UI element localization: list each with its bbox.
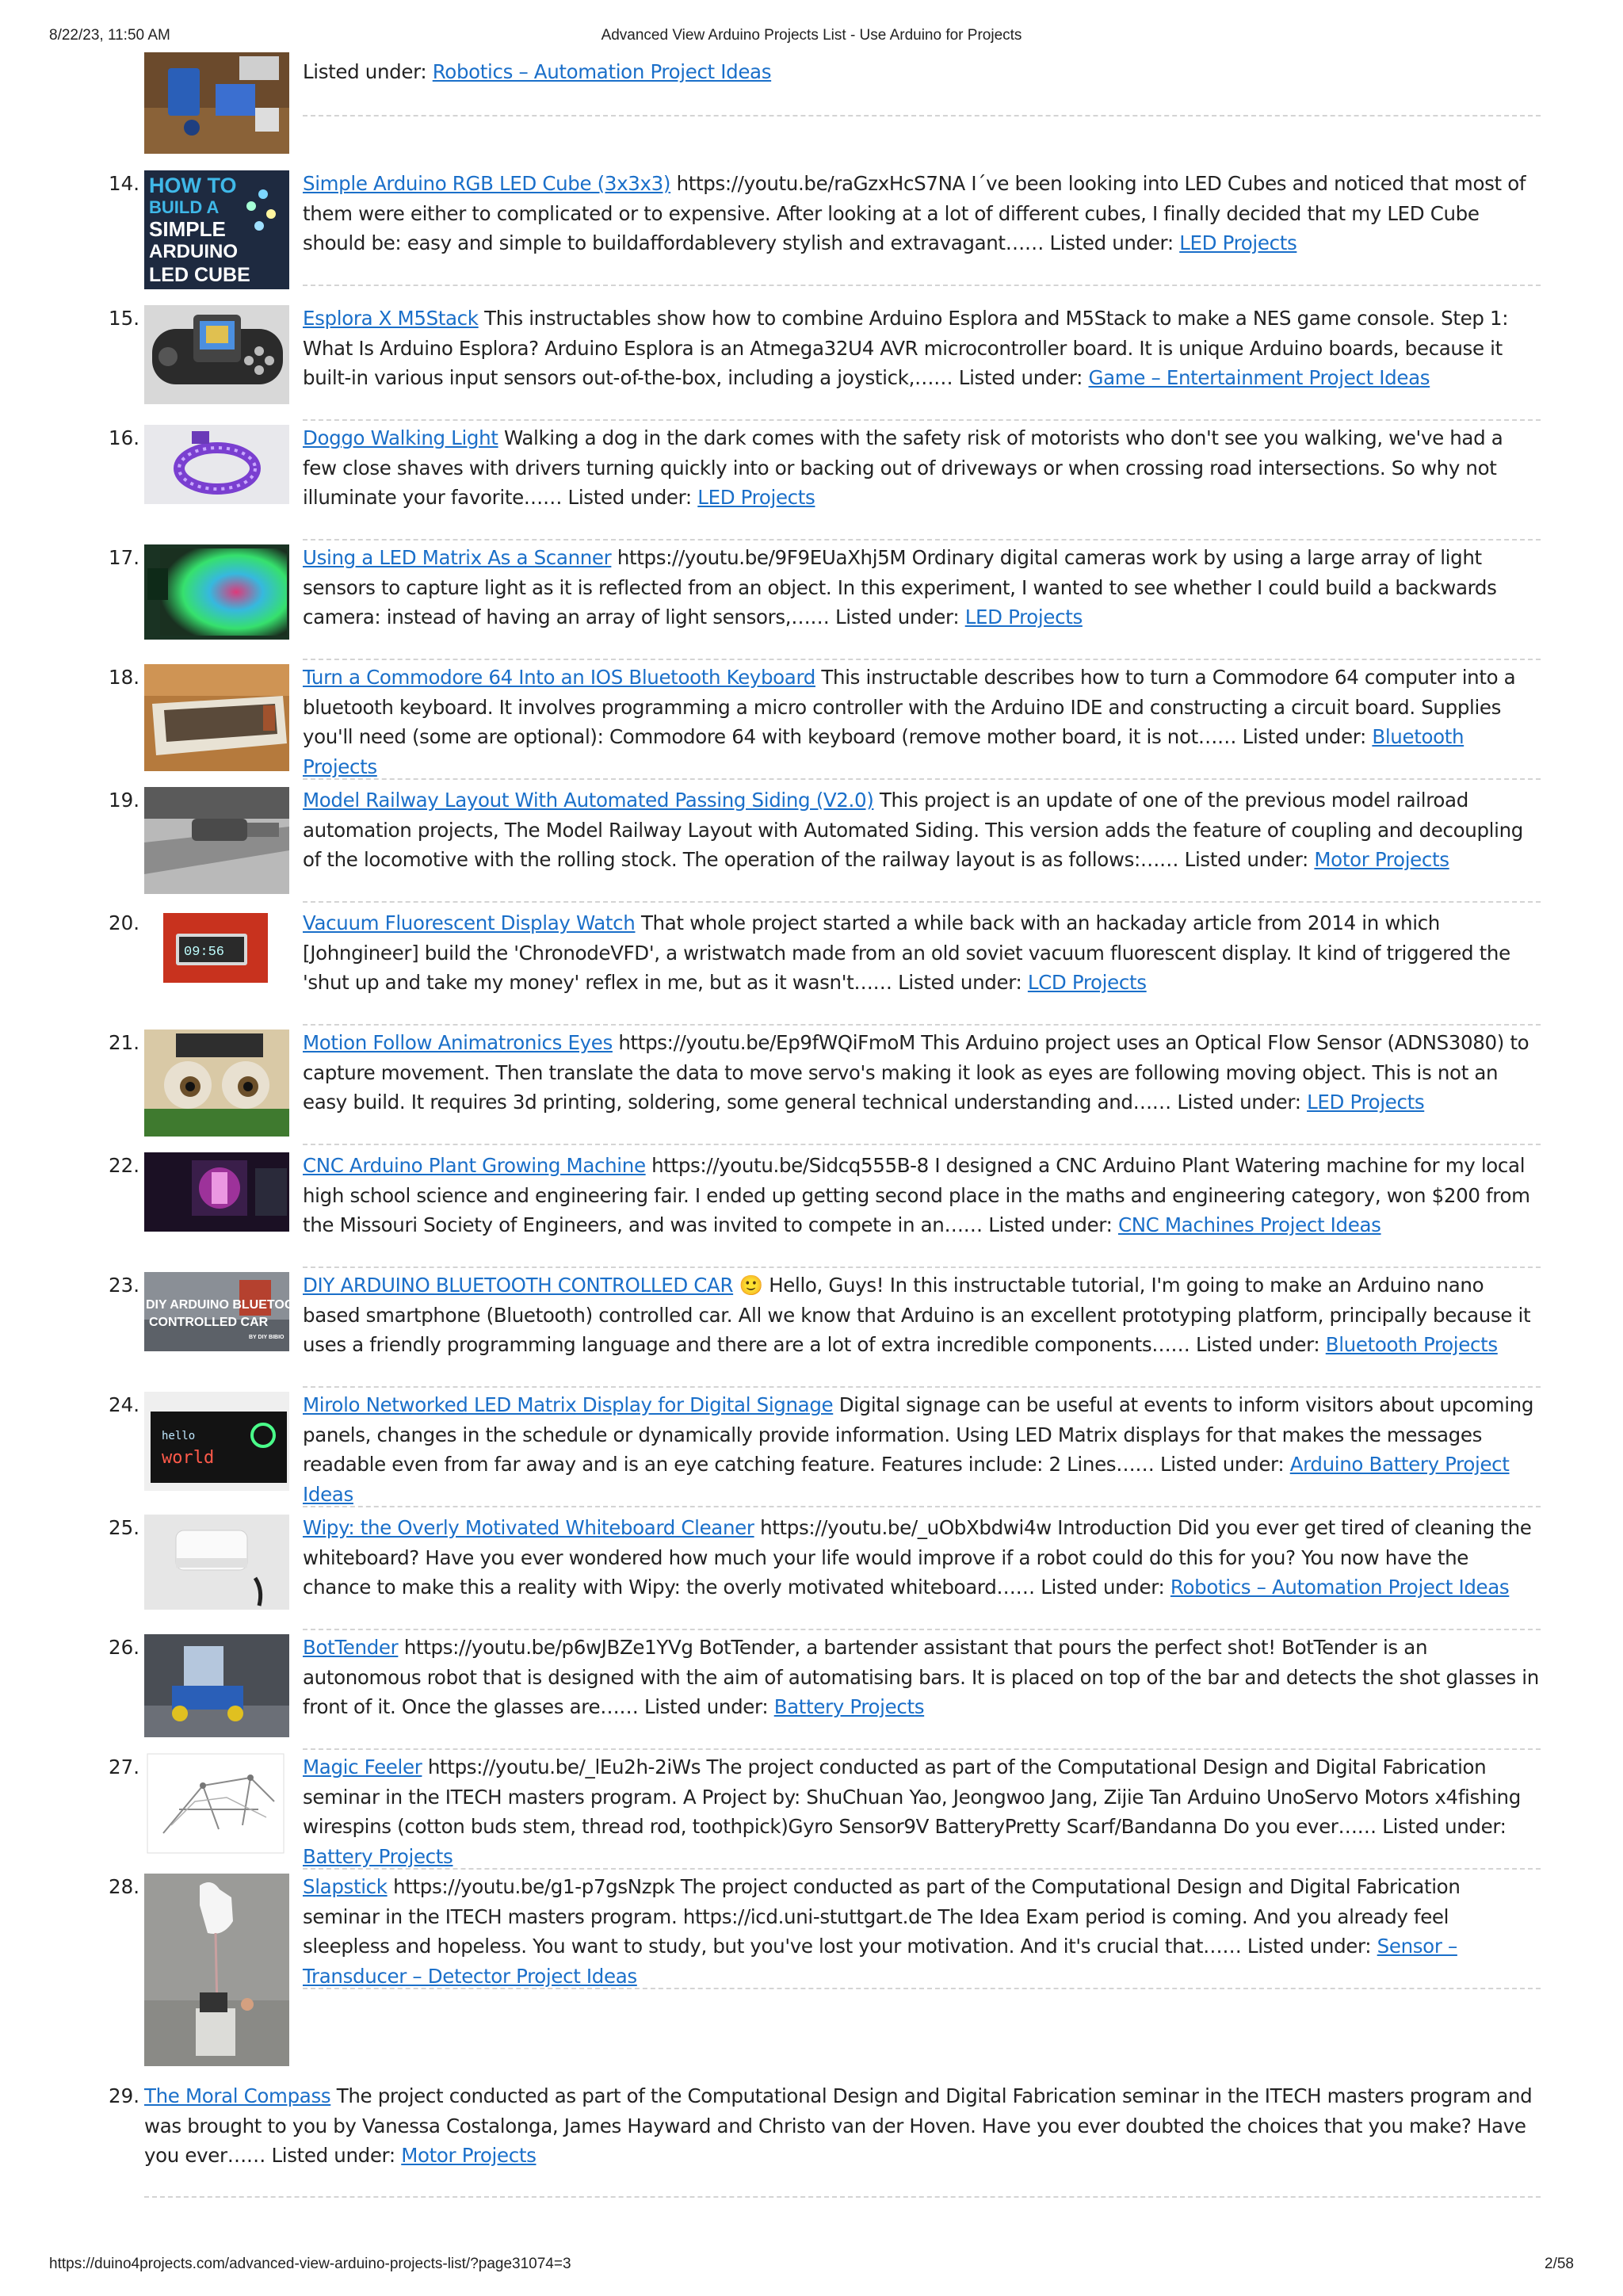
category-link[interactable]: Battery Projects [773,1695,925,1718]
project-text [303,1752,1541,1871]
category-link[interactable]: Robotics – Automation Project Ideas [432,60,772,83]
thumb-caption: DIY ARDUINO BLUETOOTH [146,1298,311,1312]
project-title-link[interactable]: Simple Arduino RGB LED Cube (3x3x3) [303,172,671,195]
category-link[interactable]: Battery Projects [303,1844,453,1868]
project-title-link[interactable]: BotTender [303,1636,399,1659]
project-description: This instructable describes how to turn a Commodore 64 computer into a bluetooth keyboard. It involves programming a micro controller with the Arduino IDE and constructing a circuit board. Supplies you'll need (some are optional): Commodore 64 with keyboard (remove mother board, it is not…… [303,666,1516,748]
project-text [303,1028,1541,1117]
thumb-caption: world [162,1448,215,1468]
project-description: The project conducted as part of the Computational Design and Digital Fabrication seminar in the ITECH masters program and was brought to you by Vanessa Costalonga, James Hayward and Christo van der Hoven. Have you ever doubted the choices that you make? Have you ever…… [144,2084,1533,2167]
listed-under-label: Listed under: [898,971,1022,994]
project-text [303,1151,1541,1240]
project-thumbnail[interactable] [144,664,289,779]
project-thumbnail[interactable] [144,1392,289,1507]
category-link[interactable]: Arduino Battery Project Ideas [303,1453,1510,1506]
project-title-link[interactable]: Slapstick [303,1875,388,1898]
category-link[interactable]: LED Projects [964,606,1083,628]
project-text [303,908,1541,998]
listed-under-label: Listed under: [643,1695,769,1718]
category-link[interactable]: LED Projects [1179,231,1297,254]
project-text [303,1270,1541,1360]
print-header [49,27,1574,51]
listed-under-label: Listed under: [988,1213,1113,1236]
thumb-caption: BY DIY BIBIO [249,1335,285,1340]
project-description: https://youtu.be/_lEu2h-2iWs The project conducted as part of the Computational Design and Digital Fabrication seminar in the ITECH masters program. A Project by: ShuChuan Yao, Jeongwoo Jang, Zijie Tan Arduino UnoServo Motors x4fishing wirespins (cotton buds stem, thread rod, toothpick)Gyro Sensor9V BatteryPretty Scarf/Bandanna Do you ever…… [303,1755,1521,1838]
listed-under-label: Listed under: [1242,725,1366,748]
item-number: 22. [109,1154,139,1177]
thumb-caption: ARDUINO [149,241,238,262]
project-title-link[interactable]: Turn a Commodore 64 Into an IOS Bluetooth Keyboard [303,666,815,689]
item-number: 21. [109,1031,139,1054]
thumb-caption: CONTROLLED CAR [149,1316,269,1329]
entry-separator [303,1748,1541,1750]
item-number: 29. [109,2084,139,2107]
listed-under-label: Listed under: [567,486,692,509]
project-text [303,1872,1541,1991]
project-title-link[interactable]: Using a LED Matrix As a Scanner [303,546,612,569]
listed-under-label: Listed under: [1049,231,1174,254]
emoji-smile-icon: 🙂 [739,1274,763,1297]
project-thumbnail[interactable] [144,544,289,659]
project-text [303,663,1541,781]
item-number: 23. [109,1274,139,1297]
project-text [303,169,1541,258]
category-link[interactable]: LCD Projects [1027,971,1147,994]
project-description: https://youtu.be/_uObXbdwi4w Introduction Did you ever get tired of cleaning the whiteboard? Have you ever wondered how much your life would improve if a robot could do this for you? You now have the chance to make this a reality with Wipy: the overly motivated whiteboard…… [303,1516,1532,1599]
item-number: 24. [109,1393,139,1416]
project-title-link[interactable]: Wipy: the Overly Motivated Whiteboard Cleaner [303,1516,754,1539]
project-title-link[interactable]: Esplora X M5Stack [303,307,479,330]
category-link[interactable]: Motor Projects [1314,848,1449,871]
thumb-caption: BUILD A [149,197,220,217]
page-counter: 2/58 [1545,2256,1574,2272]
thumb-caption: hello [162,1430,196,1442]
project-thumbnail[interactable] [144,1874,289,2066]
entry-separator [303,1506,1541,1507]
project-thumbnail[interactable] [144,1515,289,1629]
entry-separator [303,659,1541,660]
project-thumbnail[interactable] [144,1030,289,1144]
listed-under-label: Listed under: [958,366,1083,389]
project-title-link[interactable]: CNC Arduino Plant Growing Machine [303,1154,646,1177]
listed-under-label: Listed under: [1247,1935,1372,1958]
item-number: 20. [109,911,139,934]
project-thumbnail[interactable] [144,1634,289,1749]
item-number: 15. [109,307,139,330]
listed-under-label: Listed under: [1159,1453,1285,1476]
category-link[interactable]: Robotics – Automation Project Ideas [1170,1576,1510,1599]
project-text [303,304,1541,393]
project-thumbnail[interactable] [147,1754,284,1869]
project-description: This instructables show how to combine Arduino Esplora and M5Stack to make a NES game console. Step 1: What Is Arduino Esplora? Arduino Esplora is an Atmega32U4 AVR microcontroller board. It is unique Arduino boards, because it built-in various input sensors out-of-the-box, including a joystick,…… [303,307,1509,389]
print-footer [49,2256,1574,2279]
project-description: https://youtu.be/Ep9fWQiFmoM This Arduino project uses an Optical Flow Sensor (ADNS3080) to capture movement. Then translate the data to move servo's making it look as eyes are following moving object. This is not an easy build. It requires 3d printing, soldering, some general technical understanding and…… [303,1031,1529,1114]
project-description: This project is an update of one of the previous model railroad automation projects, The Model Railway Layout with Automated Siding. This version adds the feature of coupling and decoupling of the locomotive with the rolling stock. The operation of the railway layout is as follows:…… [303,789,1523,871]
project-title-link[interactable]: DIY ARDUINO BLUETOOTH CONTROLLED CAR [303,1274,734,1297]
listed-under-label: Listed under: [834,606,960,628]
entry-separator [303,1988,1541,1989]
project-title-link[interactable]: Motion Follow Animatronics Eyes [303,1031,613,1054]
item-number: 25. [109,1516,139,1539]
project-thumbnail[interactable] [144,1272,311,1387]
entry-separator [303,419,1541,421]
project-text [303,57,1541,87]
project-title-link[interactable]: Vacuum Fluorescent Display Watch [303,911,636,934]
entry-separator [303,1024,1541,1026]
project-title-link[interactable]: Magic Feeler [303,1755,422,1778]
item-number: 16. [109,426,139,449]
category-link[interactable]: LED Projects [1307,1091,1425,1114]
item-number: 14. [109,172,139,195]
item-number: 27. [109,1755,139,1778]
entry-separator [303,1144,1541,1145]
listed-under-label: Listed under: [271,2144,395,2167]
project-description: Hello, Guys! In this instructable tutorial, I'm going to make an Arduino nano based smartphone (Bluetooth) controlled car. All we know that Arduino is an excellent prototyping platform, principally because it uses a friendly programming language and there are a lot of extra incredible components…… [303,1274,1531,1356]
project-description: https://youtu.be/p6wJBZe1YVg BotTender, a bartender assistant that pours the perfect shot! BotTender is an autonomous robot that is designed with the aim of automatising bars. It is placed on top of the bar and detects the shot glasses in front of it. Once the glasses are…… [303,1636,1539,1718]
category-link[interactable]: Bluetooth Projects [303,725,1465,778]
entry-separator [303,539,1541,541]
entry-separator [303,778,1541,780]
item-number: 19. [109,789,139,812]
listed-under-label: Listed under: [1196,1333,1320,1356]
project-thumbnail[interactable] [160,910,271,1025]
item-number: 17. [109,546,139,569]
project-title-link[interactable]: Model Railway Layout With Automated Passing Siding (V2.0) [303,789,874,812]
item-number: 28. [109,1875,139,1898]
project-thumbnail[interactable] [144,52,289,154]
project-title-link[interactable]: The Moral Compass [144,2084,331,2107]
listed-under-label: Listed under: [303,60,427,83]
project-thumbnail[interactable] [144,425,289,540]
listed-under-label: Listed under: [1177,1091,1301,1114]
project-thumbnail[interactable] [144,305,289,420]
project-title-link[interactable]: Doggo Walking Light [303,426,498,449]
entry-separator [303,1629,1541,1630]
project-text [303,543,1541,632]
print-page-title: Advanced View Arduino Projects List - Use Arduino for Projects [601,27,1022,44]
project-thumbnail[interactable] [144,1152,289,1267]
project-description: https://youtu.be/Sidcq555B-8 I designed a CNC Arduino Plant Watering machine for my local high school science and engineering fair. I ended up getting second place in the maths and engineering category, won $200 from the Missouri Society of Engineers, and was invited to compete in an…… [303,1154,1530,1236]
thumb-caption: 09:56 [184,945,225,960]
project-text [303,423,1541,513]
project-thumbnail[interactable] [144,170,289,285]
entry-separator [303,901,1541,903]
project-text [303,1513,1541,1603]
thumb-caption: HOW TO [149,174,237,197]
project-title-link[interactable]: Mirolo Networked LED Matrix Display for Digital Signage [303,1393,834,1416]
project-thumbnail[interactable] [144,787,289,902]
project-text [303,1633,1541,1722]
category-link[interactable]: LED Projects [697,486,815,509]
entry-separator [303,1386,1541,1388]
project-description: Digital signage can be useful at events to inform visitors about upcoming panels, changes in the schedule or dynamically provide information. Using LED Matrix displays for that makes the messages readable even from far away and is an eye catching feature. Features include: 2 Lines…… [303,1393,1534,1476]
entry-separator [303,1266,1541,1268]
entry-separator [303,1868,1541,1870]
print-date: 8/22/23, 11:50 AM [49,27,170,44]
category-link[interactable]: Game – Entertainment Project Ideas [1088,366,1430,389]
thumb-caption: SIMPLE [149,217,226,241]
print-url: https://duino4projects.com/advanced-view-arduino-projects-list/?page31074=3 [49,2256,571,2272]
category-link[interactable]: Motor Projects [401,2144,537,2167]
item-number: 18. [109,666,139,689]
thumb-caption: LED CUBE [149,264,250,286]
project-text [303,785,1541,875]
project-description: That whole project started a while back with an hackaday article from 2014 in which [Johngineer] build the 'ChronodeVFD', a wristwatch made from an old soviet vacuum fluorescent display. It kind of triggered the 'shut up and take my money' reflex in me, but as it wasn't…… [303,911,1510,994]
project-description: https://youtu.be/raGzxHcS7NA I´ve been looking into LED Cubes and noticed that most of them were either to complicated or to expensive. After looking at a lot of different cubes, I finally decided that my LED Cube should be: easy and simple to buildaffordablevery stylish and extravagant…… [303,172,1526,254]
listed-under-label: Listed under: [1382,1815,1507,1838]
category-link[interactable]: Sensor – Transducer – Detector Project Ideas [303,1935,1457,1988]
entry-separator [144,2196,1541,2198]
project-text [303,1390,1541,1509]
project-text [144,2081,1541,2171]
project-description: Walking a dog in the dark comes with the safety risk of motorists who don't see you walking, we've had a few close shaves with drivers turning quickly into or backing out of driveways or when crossing road intersections. So why not illuminate your favorite…… [303,426,1503,509]
category-link[interactable]: Bluetooth Projects [1325,1333,1498,1356]
project-description: https://youtu.be/g1-p7gsNzpk The project conducted as part of the Computational Design and Digital Fabrication seminar in the ITECH masters program. https://icd.uni-stuttgart.de The Idea Exam period is coming. And you already feel sleepless and hopeless. You want to study, but you've lost your motivation. And it's crucial that…… [303,1875,1461,1958]
listed-under-label: Listed under: [1041,1576,1165,1599]
item-number: 26. [109,1636,139,1659]
entry-separator [303,115,1541,117]
entry-separator [303,285,1541,286]
category-link[interactable]: CNC Machines Project Ideas [1117,1213,1381,1236]
listed-under-label: Listed under: [1184,848,1308,871]
project-description: https://youtu.be/9F9EUaXhj5M Ordinary digital cameras work by using a large array of light sensors to capture light as it is reflected from an object. In this experiment, I wanted to see whether I could build a backwards camera: instead of having an array of light sensors,…… [303,546,1497,628]
